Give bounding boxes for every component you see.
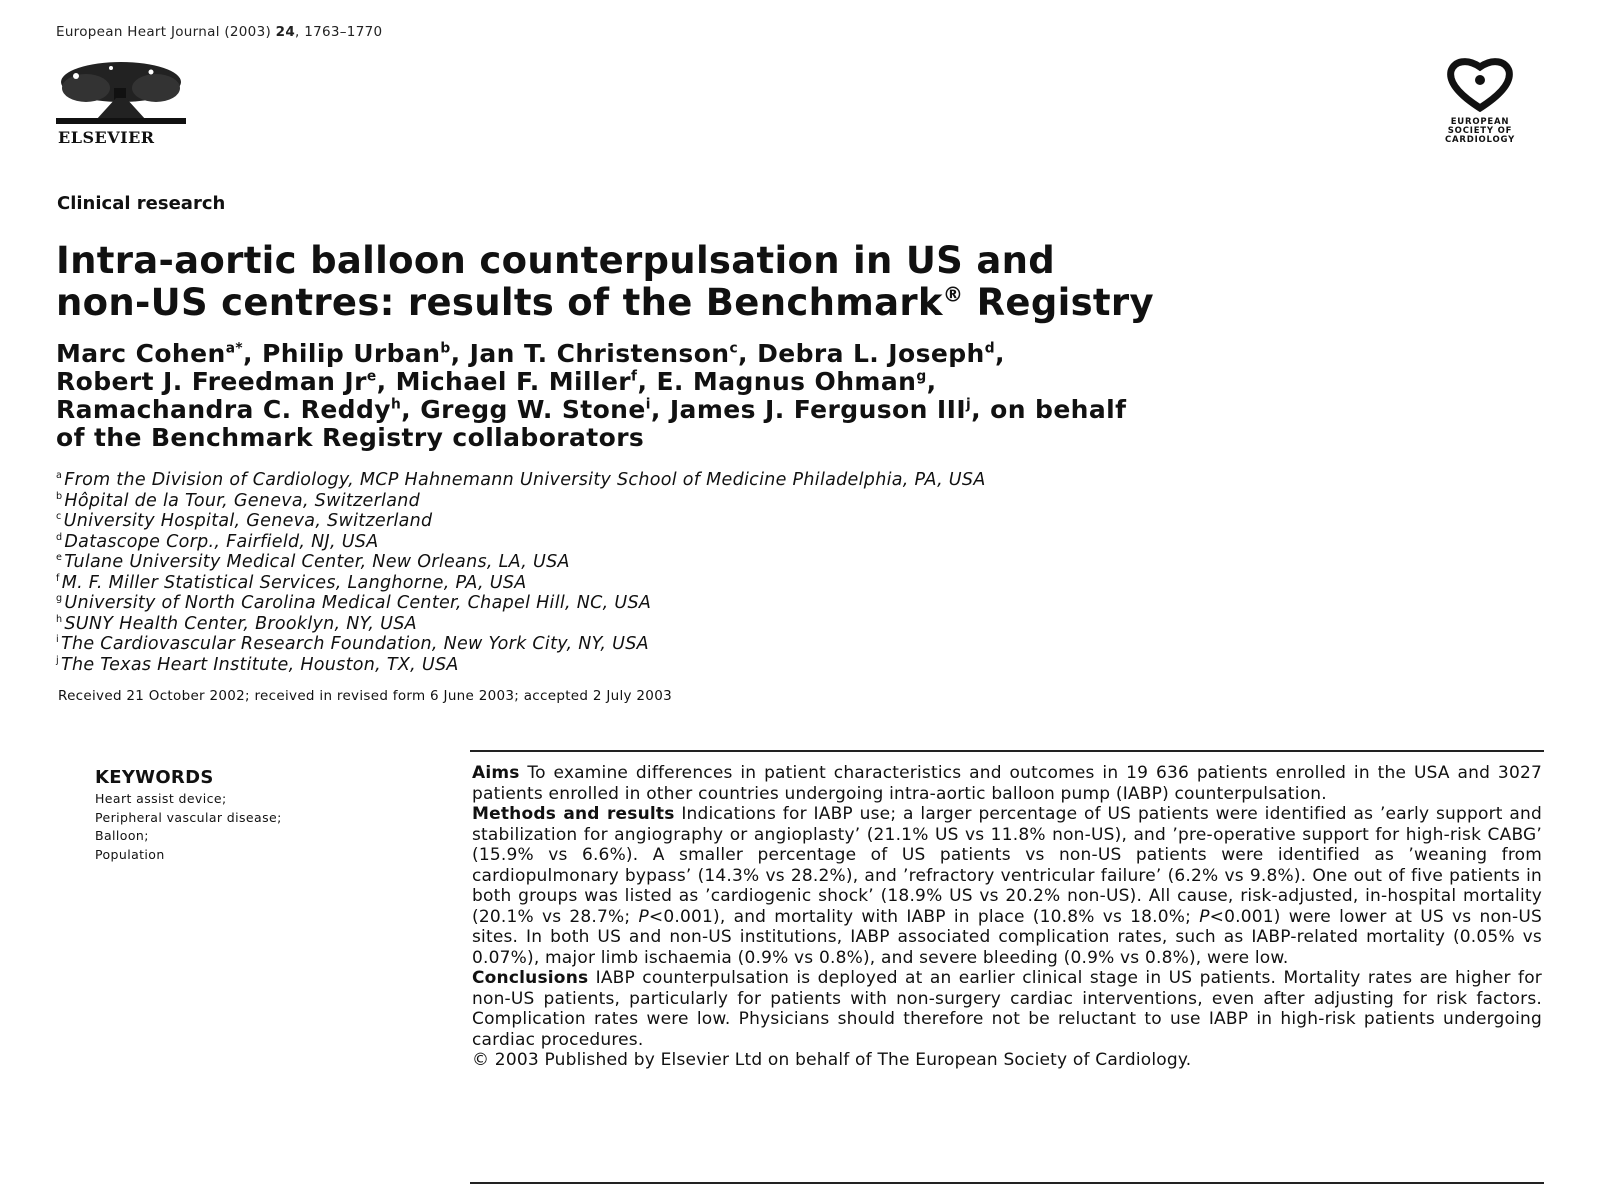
author-sep: , [926, 367, 937, 396]
author-sup: b [440, 340, 451, 357]
author-sup: g [916, 368, 927, 385]
affiliation-item [56, 614, 986, 635]
affiliation-sup: d [56, 531, 63, 543]
esc-text-line-2: SOCIETY OF [1447, 126, 1513, 136]
author-line-1 [56, 340, 1526, 368]
author-sep: , [401, 395, 421, 424]
author-line-3 [56, 396, 1526, 424]
author-sep: , [242, 339, 262, 368]
esc-logo [1425, 58, 1535, 153]
affiliation-text: Datascope Corp., Fairfield, NJ, USA [64, 531, 379, 552]
author-sup: c [729, 340, 739, 357]
received-dates: Received 21 October 2002; received in revised form 6 June 2003; accepted 2 July 2003 [58, 688, 672, 704]
elsevier-logo [56, 58, 186, 148]
affiliation-sup: a [56, 470, 63, 482]
affiliation-item [56, 573, 986, 594]
affiliation-sup: j [56, 654, 59, 666]
abstract-aims [472, 763, 1542, 804]
affiliation-sup: e [56, 552, 63, 564]
top-rule [470, 750, 1544, 752]
title-line-2 [56, 282, 1536, 324]
paper-title [56, 240, 1536, 324]
author-sup: f [631, 368, 638, 385]
author-sup: e [366, 368, 377, 385]
affiliation-text: Hôpital de la Tour, Geneva, Switzerland [64, 490, 421, 511]
affiliation-text: University of North Carolina Medical Center, Chapel Hill, NC, USA [64, 593, 652, 613]
esc-heart-icon [1445, 58, 1515, 112]
author-sep: , [450, 339, 470, 368]
p-value-symbol: P [1199, 906, 1210, 927]
aims-label: Aims [472, 763, 520, 783]
methods-label: Methods and results [472, 804, 675, 824]
affiliation-sup: i [56, 634, 59, 646]
affiliation-item [56, 511, 986, 532]
affiliation-item [56, 491, 986, 512]
keyword-item: Heart assist device; [95, 791, 227, 806]
abstract-conclusions [472, 968, 1542, 1050]
bottom-rule [470, 1182, 1544, 1184]
author-name: Robert J. Freedman Jr [56, 367, 367, 396]
section-label: Clinical research [57, 193, 226, 214]
author-name: Marc Cohen [56, 339, 226, 368]
copyright-notice: © 2003 Published by Elsevier Ltd on behalf of The European Society of Cardiology. [472, 1050, 1192, 1070]
author-sep: , [376, 367, 396, 396]
affiliation-sup: f [56, 572, 60, 584]
title-line-2-post: Registry [963, 281, 1154, 324]
journal-volume: 24 [275, 24, 296, 40]
esc-text-line-1: EUROPEAN [1450, 117, 1510, 127]
author-name: Ramachandra C. Reddy [56, 395, 391, 424]
conclusions-label: Conclusions [472, 968, 589, 988]
affiliation-item [56, 655, 986, 676]
author-sep: , [738, 339, 758, 368]
author-name: Gregg W. Stone [420, 395, 646, 424]
author-sup: d [984, 340, 995, 357]
keyword-item: Balloon; [95, 828, 149, 843]
author-sep: , on behalf [971, 395, 1127, 424]
author-sep: , [637, 367, 657, 396]
journal-pages: , 1763–1770 [295, 24, 383, 40]
registered-mark: ® [942, 282, 964, 307]
keywords-heading: KEYWORDS [95, 767, 214, 788]
author-name: Jan T. Christenson [469, 339, 730, 368]
affiliation-text: Tulane University Medical Center, New Orleans, LA, USA [64, 552, 570, 572]
affiliation-text: The Cardiovascular Research Foundation, New York City, NY, USA [60, 634, 649, 654]
author-name: Debra L. Joseph [757, 339, 985, 368]
author-name: Michael F. Miller [395, 367, 632, 396]
author-sup: i [645, 396, 651, 413]
keyword-item: Population [95, 846, 165, 862]
affiliation-sup: g [56, 593, 63, 605]
p-value-symbol: P [638, 906, 649, 927]
author-name: James J. Ferguson III [669, 395, 967, 424]
abstract-methods [472, 804, 1542, 968]
elsevier-tree-icon [56, 58, 186, 126]
title-line-1: Intra-aortic balloon counterpulsation in US and [56, 239, 1056, 282]
esc-text-line-3: CARDIOLOGY [1444, 135, 1516, 145]
title-line-2-pre: non-US centres: results of the Benchmark [56, 281, 943, 324]
affiliation-text: The Texas Heart Institute, Houston, TX, USA [60, 654, 459, 675]
affiliation-text: M. F. Miller Statistical Services, Langhorne, PA, USA [61, 572, 527, 593]
affiliation-sup: h [56, 613, 63, 625]
affiliation-item [56, 532, 986, 553]
author-sup: j [966, 396, 972, 413]
journal-citation [56, 24, 382, 40]
keywords-block [95, 767, 282, 864]
affiliation-item [56, 470, 986, 491]
conclusions-text: IABP counterpulsation is deployed at an earlier clinical stage in US patients. Mortality rates are higher for non-US patients, particularly for patients with non-surgery cardiac interventions, even after adjusting for risk factors. Complication rates were low. Physicians should therefore not be reluctant to use IABP in high-risk patients undergoing cardiac procedures. [472, 968, 1542, 1050]
journal-prefix: European Heart Journal (2003) [56, 24, 276, 40]
affiliation-text: From the Division of Cardiology, MCP Hahnemann University School of Medicine Philadelphia, PA, USA [64, 470, 986, 490]
aims-text: To examine differences in patient characteristics and outcomes in 19 636 patients enrolled in the USA and 3027 patients enrolled in other countries undergoing intra-aortic balloon pump (IABP) counterpulsation. [472, 763, 1542, 804]
keyword-item: Peripheral vascular disease; [95, 809, 282, 825]
affiliation-text: University Hospital, Geneva, Switzerland [63, 511, 433, 531]
author-sep: , [650, 395, 670, 424]
affiliation-sup: b [56, 490, 63, 502]
affiliation-item [56, 593, 986, 614]
esc-logo-text [1425, 118, 1535, 145]
affiliation-list [56, 470, 986, 675]
affiliation-text: SUNY Health Center, Brooklyn, NY, USA [64, 613, 417, 634]
author-sup: a* [225, 340, 243, 357]
abstract [472, 763, 1542, 1071]
author-sep: , [994, 339, 1005, 368]
author-line-2 [56, 368, 1526, 396]
affiliation-item [56, 634, 986, 655]
author-list [56, 340, 1526, 452]
affiliation-sup: c [56, 511, 62, 523]
methods-text-2: <0.001), and mortality with IABP in place (10.8% vs 18.0%; [648, 906, 1200, 927]
methods-text-1: Indications for IABP use; a larger percentage of US patients were identified as ’early support and stabilization for angiography or angioplasty’ (21.1% US vs 11.8% non-US), and ’pre-operative support for high-risk CABG’ (15.9% vs 6.6%). A smaller percentage of US patients vs non-US patients were identified as ’weaning from cardiopulmonary bypass’ (14.3% vs 28.2%), and ’refractory ventricular failure’ (6.2% vs 9.8%). One out of five patients in both groups was listed as ’cardiogenic shock’ (18.9% US vs 20.2% non-US). All cause, risk-adjusted, in-hospital mortality (20.1% vs 28.7%; [472, 804, 1542, 927]
affiliation-item [56, 552, 986, 573]
author-name: Philip Urban [261, 339, 441, 368]
author-line-4: of the Benchmark Registry collaborators [56, 423, 645, 452]
methods-text-3: <0.001) were lower at US vs non-US sites. In both US and non-US institutions, IABP associated complication rates, such as IABP-related mortality (0.05% vs 0.07%), major limb ischaemia (0.9% vs 0.8%), and severe bleeding (0.9% vs 0.8%), were low. [472, 906, 1542, 968]
author-name: E. Magnus Ohman [656, 367, 917, 396]
elsevier-wordmark: ELSEVIER [58, 128, 155, 147]
author-sup: h [390, 396, 402, 413]
